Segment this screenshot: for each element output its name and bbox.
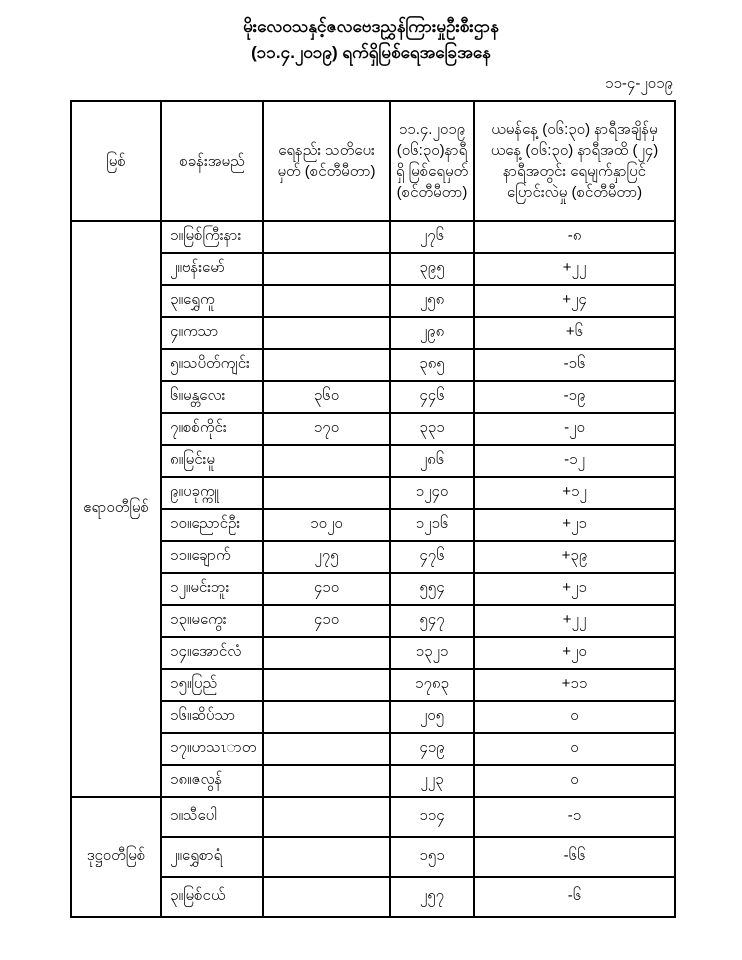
- col-header-low-water-warning-mark: ရေနည်း သတိပေးမှတ် (စင်တီမီတာ): [263, 101, 390, 221]
- col-header-24hr-change: ယမန်နေ့ (၀၆:၃၀) နာရီအချိန်မှ ယနေ့ (၀၆:၃၀) နာရီအထိ (၂၄) နာရီအတွင်း ရေမျက်နှာပြင်ပြောင်းလဲမှု (စင်တီမီတာ): [474, 101, 675, 221]
- warning-cell: [263, 701, 390, 733]
- col-header-station-name: စခန်းအမည်: [161, 101, 263, 221]
- table-row: [71, 381, 675, 413]
- warning-cell: [263, 637, 390, 669]
- change-cell: -၂၀: [474, 413, 675, 445]
- level-cell: ၁၁၄: [390, 797, 474, 837]
- station-cell: ၂။ဗန်းမော်: [161, 253, 263, 285]
- table-row: [71, 413, 675, 445]
- change-cell: -၁၆: [474, 349, 675, 381]
- table-row: [71, 221, 675, 253]
- level-cell: ၁၅၁: [390, 837, 474, 877]
- change-cell: -၆၆: [474, 837, 675, 877]
- table-row: [71, 701, 675, 733]
- level-cell: ၅၄၇: [390, 605, 474, 637]
- table-row: [71, 605, 675, 637]
- level-cell: ၄၁၉: [390, 733, 474, 765]
- level-cell: ၁၂၁၆: [390, 509, 474, 541]
- warning-cell: ၃၆၀: [263, 381, 390, 413]
- station-cell: ၁၁။ချောက်: [161, 541, 263, 573]
- change-cell: +၂၀: [474, 637, 675, 669]
- table-row: [71, 837, 675, 877]
- level-cell: ၂၉၈: [390, 317, 474, 349]
- col-header-river: မြစ်: [71, 101, 161, 221]
- change-cell: +၂၄: [474, 285, 675, 317]
- change-cell: ၀: [474, 765, 675, 797]
- level-cell: ၄၇၆: [390, 541, 474, 573]
- river-level-table: [70, 100, 676, 918]
- warning-cell: ၄၁၀: [263, 605, 390, 637]
- level-cell: ၂၇၆: [390, 221, 474, 253]
- level-cell: ၁၂၄၀: [390, 477, 474, 509]
- warning-cell: [263, 253, 390, 285]
- level-cell: ၁၇၈၃: [390, 669, 474, 701]
- warning-cell: [263, 765, 390, 797]
- river-name-cell: ဒုဋ္ဌဝတီမြစ်: [71, 797, 161, 917]
- change-cell: -၁၉: [474, 381, 675, 413]
- warning-cell: [263, 877, 390, 917]
- station-cell: ၇။စစ်ကိုင်း: [161, 413, 263, 445]
- station-cell: ၄။ကသာ: [161, 317, 263, 349]
- change-cell: -၁၂: [474, 445, 675, 477]
- table-row: [71, 541, 675, 573]
- warning-cell: [263, 221, 390, 253]
- station-cell: ၆။မန္တလေး: [161, 381, 263, 413]
- level-cell: ၄၄၆: [390, 381, 474, 413]
- warning-cell: [263, 445, 390, 477]
- station-cell: ၉။ပခုက္ကူ: [161, 477, 263, 509]
- change-cell: +၂၁: [474, 573, 675, 605]
- warning-cell: [263, 317, 390, 349]
- station-cell: ၂။ရွှေစာရံ: [161, 837, 263, 877]
- change-cell: +၃၉: [474, 541, 675, 573]
- river-name-cell: ဧရာဝတီမြစ်: [71, 221, 161, 797]
- station-cell: ၁၈။ဇလွန်: [161, 765, 263, 797]
- station-cell: ၁၅။ပြည်: [161, 669, 263, 701]
- warning-cell: [263, 797, 390, 837]
- document-title-line1: မိုးလေဝသနှင့်ဇလဗေဒညွှန်ကြားမှုဦးစီးဌာန: [243, 17, 499, 36]
- level-cell: ၂၅၈: [390, 285, 474, 317]
- col-header-current-water-level: ၁၁.၄.၂၀၁၉ (၀၆:၃၀)နာရီရှိ မြစ်ရေမှတ် (စင်တီမီတာ): [390, 101, 474, 221]
- station-cell: ၈။မြင်းမူ: [161, 445, 263, 477]
- station-cell: ၅။သပိတ်ကျင်း: [161, 349, 263, 381]
- station-cell: ၁၄။အောင်လံ: [161, 637, 263, 669]
- change-cell: +၁၂: [474, 477, 675, 509]
- station-cell: ၁၆။ဆိပ်သာ: [161, 701, 263, 733]
- warning-cell: [263, 477, 390, 509]
- document-title-line2: (၁၁.၄.၂၀၁၉) ရက်ရှိမြစ်ရေအခြေအနေ: [251, 43, 491, 62]
- change-cell: +၆: [474, 317, 675, 349]
- table-row: [71, 797, 675, 837]
- warning-cell: [263, 837, 390, 877]
- warning-cell: ၁၀၂၀: [263, 509, 390, 541]
- change-cell: -၆: [474, 877, 675, 917]
- change-cell: +၂၂: [474, 253, 675, 285]
- warning-cell: ၂၇၅: [263, 541, 390, 573]
- table-row: [71, 349, 675, 381]
- table-row: [71, 509, 675, 541]
- station-cell: ၁၂။မင်းဘူး: [161, 573, 263, 605]
- change-cell: +၂၂: [474, 605, 675, 637]
- level-cell: ၂၅၇: [390, 877, 474, 917]
- table-row: [71, 765, 675, 797]
- station-cell: ၁။သီပေါ: [161, 797, 263, 837]
- level-cell: ၂၈၆: [390, 445, 474, 477]
- table-row: [71, 877, 675, 917]
- level-cell: ၃၉၅: [390, 253, 474, 285]
- table-row: [71, 733, 675, 765]
- station-cell: ၁၃။မကွေး: [161, 605, 263, 637]
- table-row: [71, 669, 675, 701]
- table-row: [71, 285, 675, 317]
- warning-cell: [263, 733, 390, 765]
- level-cell: ၁၃၂၁: [390, 637, 474, 669]
- level-cell: ၅၅၄: [390, 573, 474, 605]
- change-cell: +၁၁: [474, 669, 675, 701]
- table-row: [71, 253, 675, 285]
- change-cell: +၂၁: [474, 509, 675, 541]
- change-cell: ၀: [474, 701, 675, 733]
- station-cell: ၁၇။ဟသၤာတ: [161, 733, 263, 765]
- table-row: [71, 477, 675, 509]
- change-cell: -၁: [474, 797, 675, 837]
- warning-cell: [263, 669, 390, 701]
- level-cell: ၂၀၅: [390, 701, 474, 733]
- warning-cell: ၄၁၀: [263, 573, 390, 605]
- station-cell: ၃။ရွှေကူ: [161, 285, 263, 317]
- table-header-row: [71, 101, 675, 221]
- table-row: [71, 317, 675, 349]
- change-cell: ၀: [474, 733, 675, 765]
- station-cell: ၁၀။ညောင်ဦး: [161, 509, 263, 541]
- level-cell: ၃၃၁: [390, 413, 474, 445]
- river-table-body: [71, 221, 675, 917]
- level-cell: ၂၂၃: [390, 765, 474, 797]
- warning-cell: [263, 349, 390, 381]
- table-row: [71, 637, 675, 669]
- table-row: [71, 573, 675, 605]
- change-cell: -၈: [474, 221, 675, 253]
- station-cell: ၃။မြစ်ငယ်: [161, 877, 263, 917]
- warning-cell: ၁၇၀: [263, 413, 390, 445]
- warning-cell: [263, 285, 390, 317]
- table-row: [71, 445, 675, 477]
- station-cell: ၁။မြစ်ကြီးနား: [161, 221, 263, 253]
- report-date: ၁၁-၄-၂၀၁၉: [605, 75, 673, 92]
- level-cell: ၃၈၅: [390, 349, 474, 381]
